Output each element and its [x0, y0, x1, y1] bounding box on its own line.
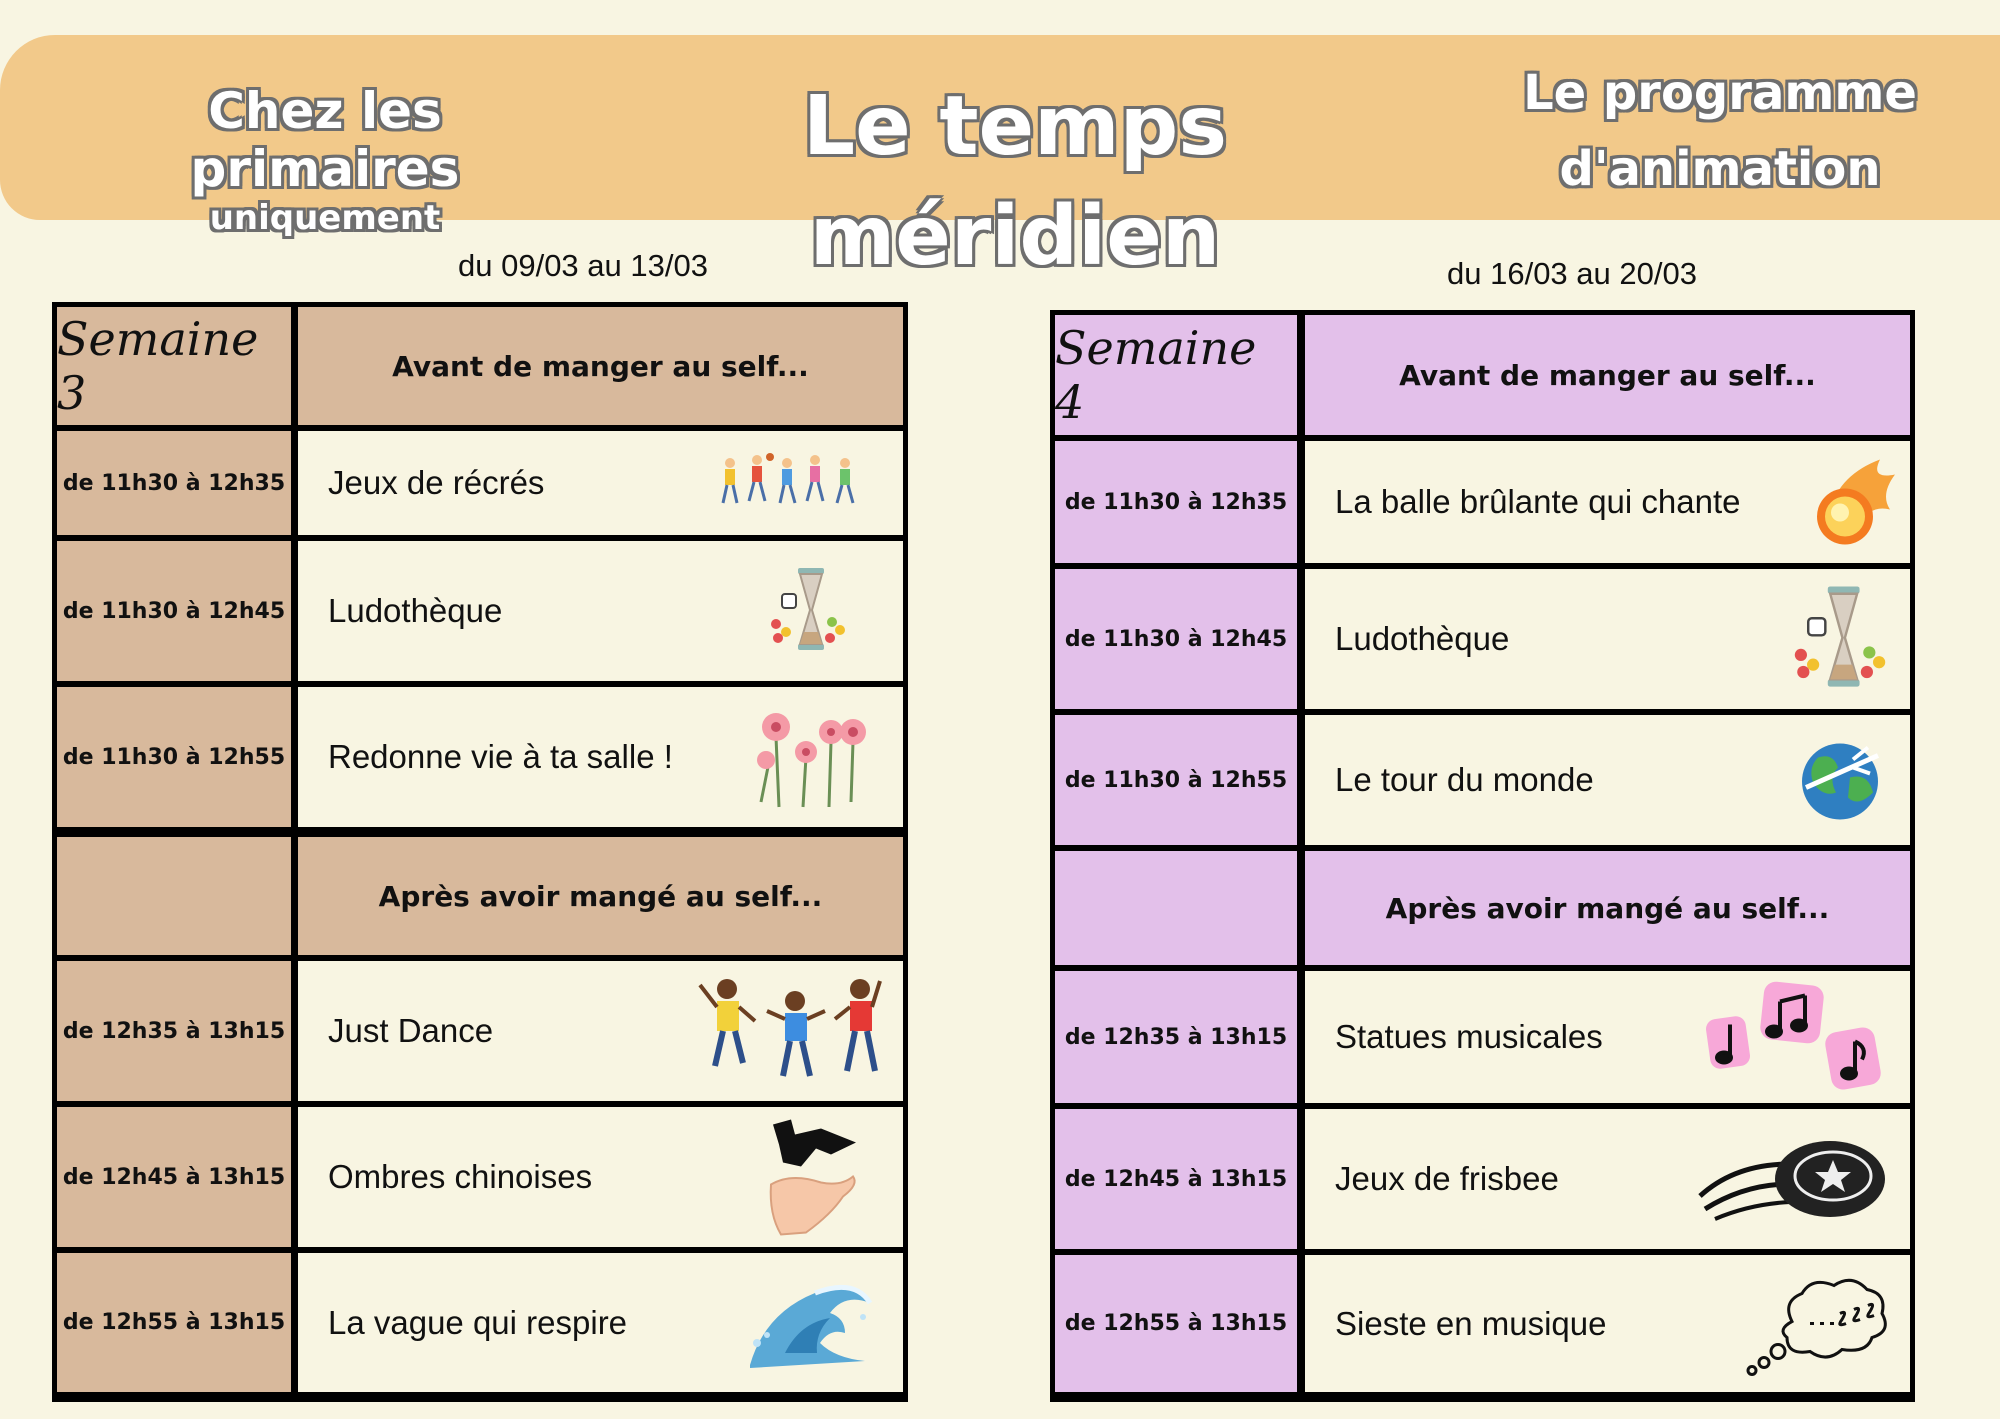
dancing-kids-icon: [695, 971, 885, 1091]
activity-name: Jeux de récrés: [328, 464, 545, 501]
time-slot: de 12h35 à 13h15: [62, 1018, 286, 1044]
globe-plane-icon: [1798, 738, 1888, 823]
fireball-icon: [1810, 455, 1900, 550]
audience-line2: uniquement: [209, 198, 441, 238]
flowers-icon: [751, 702, 871, 812]
week3-after-header-row: [57, 837, 903, 955]
audience-label: [105, 82, 545, 238]
table-row: [57, 961, 903, 1101]
activity-name: Statues musicales: [1335, 1018, 1603, 1055]
children-playing-icon: [715, 451, 865, 515]
activity-name: Ombres chinoises: [328, 1158, 593, 1195]
activity-name: Ludothèque: [1335, 620, 1510, 657]
time-slot: de 12h45 à 13h15: [1064, 1166, 1288, 1192]
activity-name: Jeux de frisbee: [1335, 1160, 1559, 1197]
page-title: Le temps méridien: [802, 79, 1228, 284]
week4-label: Semaine 4: [1055, 321, 1257, 429]
table-row: [57, 1253, 903, 1392]
audience-line1: Chez les primaires: [190, 82, 460, 198]
table-row: [57, 1107, 903, 1247]
time-slot: de 12h45 à 13h15: [62, 1164, 286, 1190]
hourglass-dice-icon: [1790, 584, 1890, 694]
table-row: [1055, 1255, 1910, 1392]
music-notes-icon: [1700, 980, 1890, 1095]
week4-dates: du 16/03 au 20/03: [1447, 256, 1697, 291]
program-line2: d'animation: [1559, 141, 1881, 197]
week4-before-title: Avant de manger au self...: [1399, 358, 1816, 392]
table-row: [57, 687, 903, 827]
time-slot: de 11h30 à 12h45: [1064, 626, 1288, 652]
table-row: [1055, 1109, 1910, 1249]
week3-header-row: [57, 307, 903, 425]
week3-label: Semaine 3: [57, 312, 259, 420]
week4-after-title: Après avoir mangé au self...: [1385, 891, 1830, 925]
table-row: [1055, 715, 1910, 845]
wave-icon: [745, 1273, 875, 1373]
time-slot: de 11h30 à 12h55: [1064, 767, 1288, 793]
activity-name: Just Dance: [328, 1012, 494, 1049]
time-slot: de 11h30 à 12h35: [1064, 489, 1288, 515]
time-slot: de 12h35 à 13h15: [1064, 1024, 1288, 1050]
activity-name: Sieste en musique: [1335, 1304, 1607, 1342]
week4-after-header-row: [1055, 851, 1910, 965]
table-row: [57, 431, 903, 535]
table-row: [1055, 569, 1910, 709]
week4-header-row: [1055, 315, 1910, 435]
frisbee-icon: [1695, 1134, 1890, 1224]
table-row: [57, 541, 903, 681]
shadow-hands-icon: [761, 1115, 861, 1240]
time-slot: de 12h55 à 13h15: [1064, 1311, 1288, 1336]
time-slot: de 11h30 à 12h45: [62, 598, 286, 624]
activity-name: La balle brûlante qui chante: [1335, 483, 1741, 520]
week3-dates: du 09/03 au 13/03: [458, 248, 708, 283]
time-slot: de 12h55 à 13h15: [62, 1310, 286, 1335]
week3-before-title: Avant de manger au self...: [392, 349, 809, 383]
activity-name: Ludothèque: [328, 592, 503, 629]
week3-after-title: Après avoir mangé au self...: [378, 879, 823, 913]
table-row: [1055, 441, 1910, 563]
week4-table: [1050, 310, 1915, 1402]
hourglass-dice-icon: [768, 566, 848, 656]
time-slot: de 11h30 à 12h55: [62, 744, 286, 770]
time-slot: de 11h30 à 12h35: [62, 470, 286, 496]
activity-name: Redonne vie à ta salle !: [328, 738, 673, 775]
program-label: [1510, 55, 1930, 207]
program-line1: Le programme: [1523, 65, 1917, 121]
dream-bubble-icon: [1742, 1271, 1892, 1376]
week3-table: [52, 302, 908, 1402]
activity-name: Le tour du monde: [1335, 761, 1594, 798]
activity-name: La vague qui respire: [328, 1303, 628, 1341]
table-row: [1055, 971, 1910, 1103]
